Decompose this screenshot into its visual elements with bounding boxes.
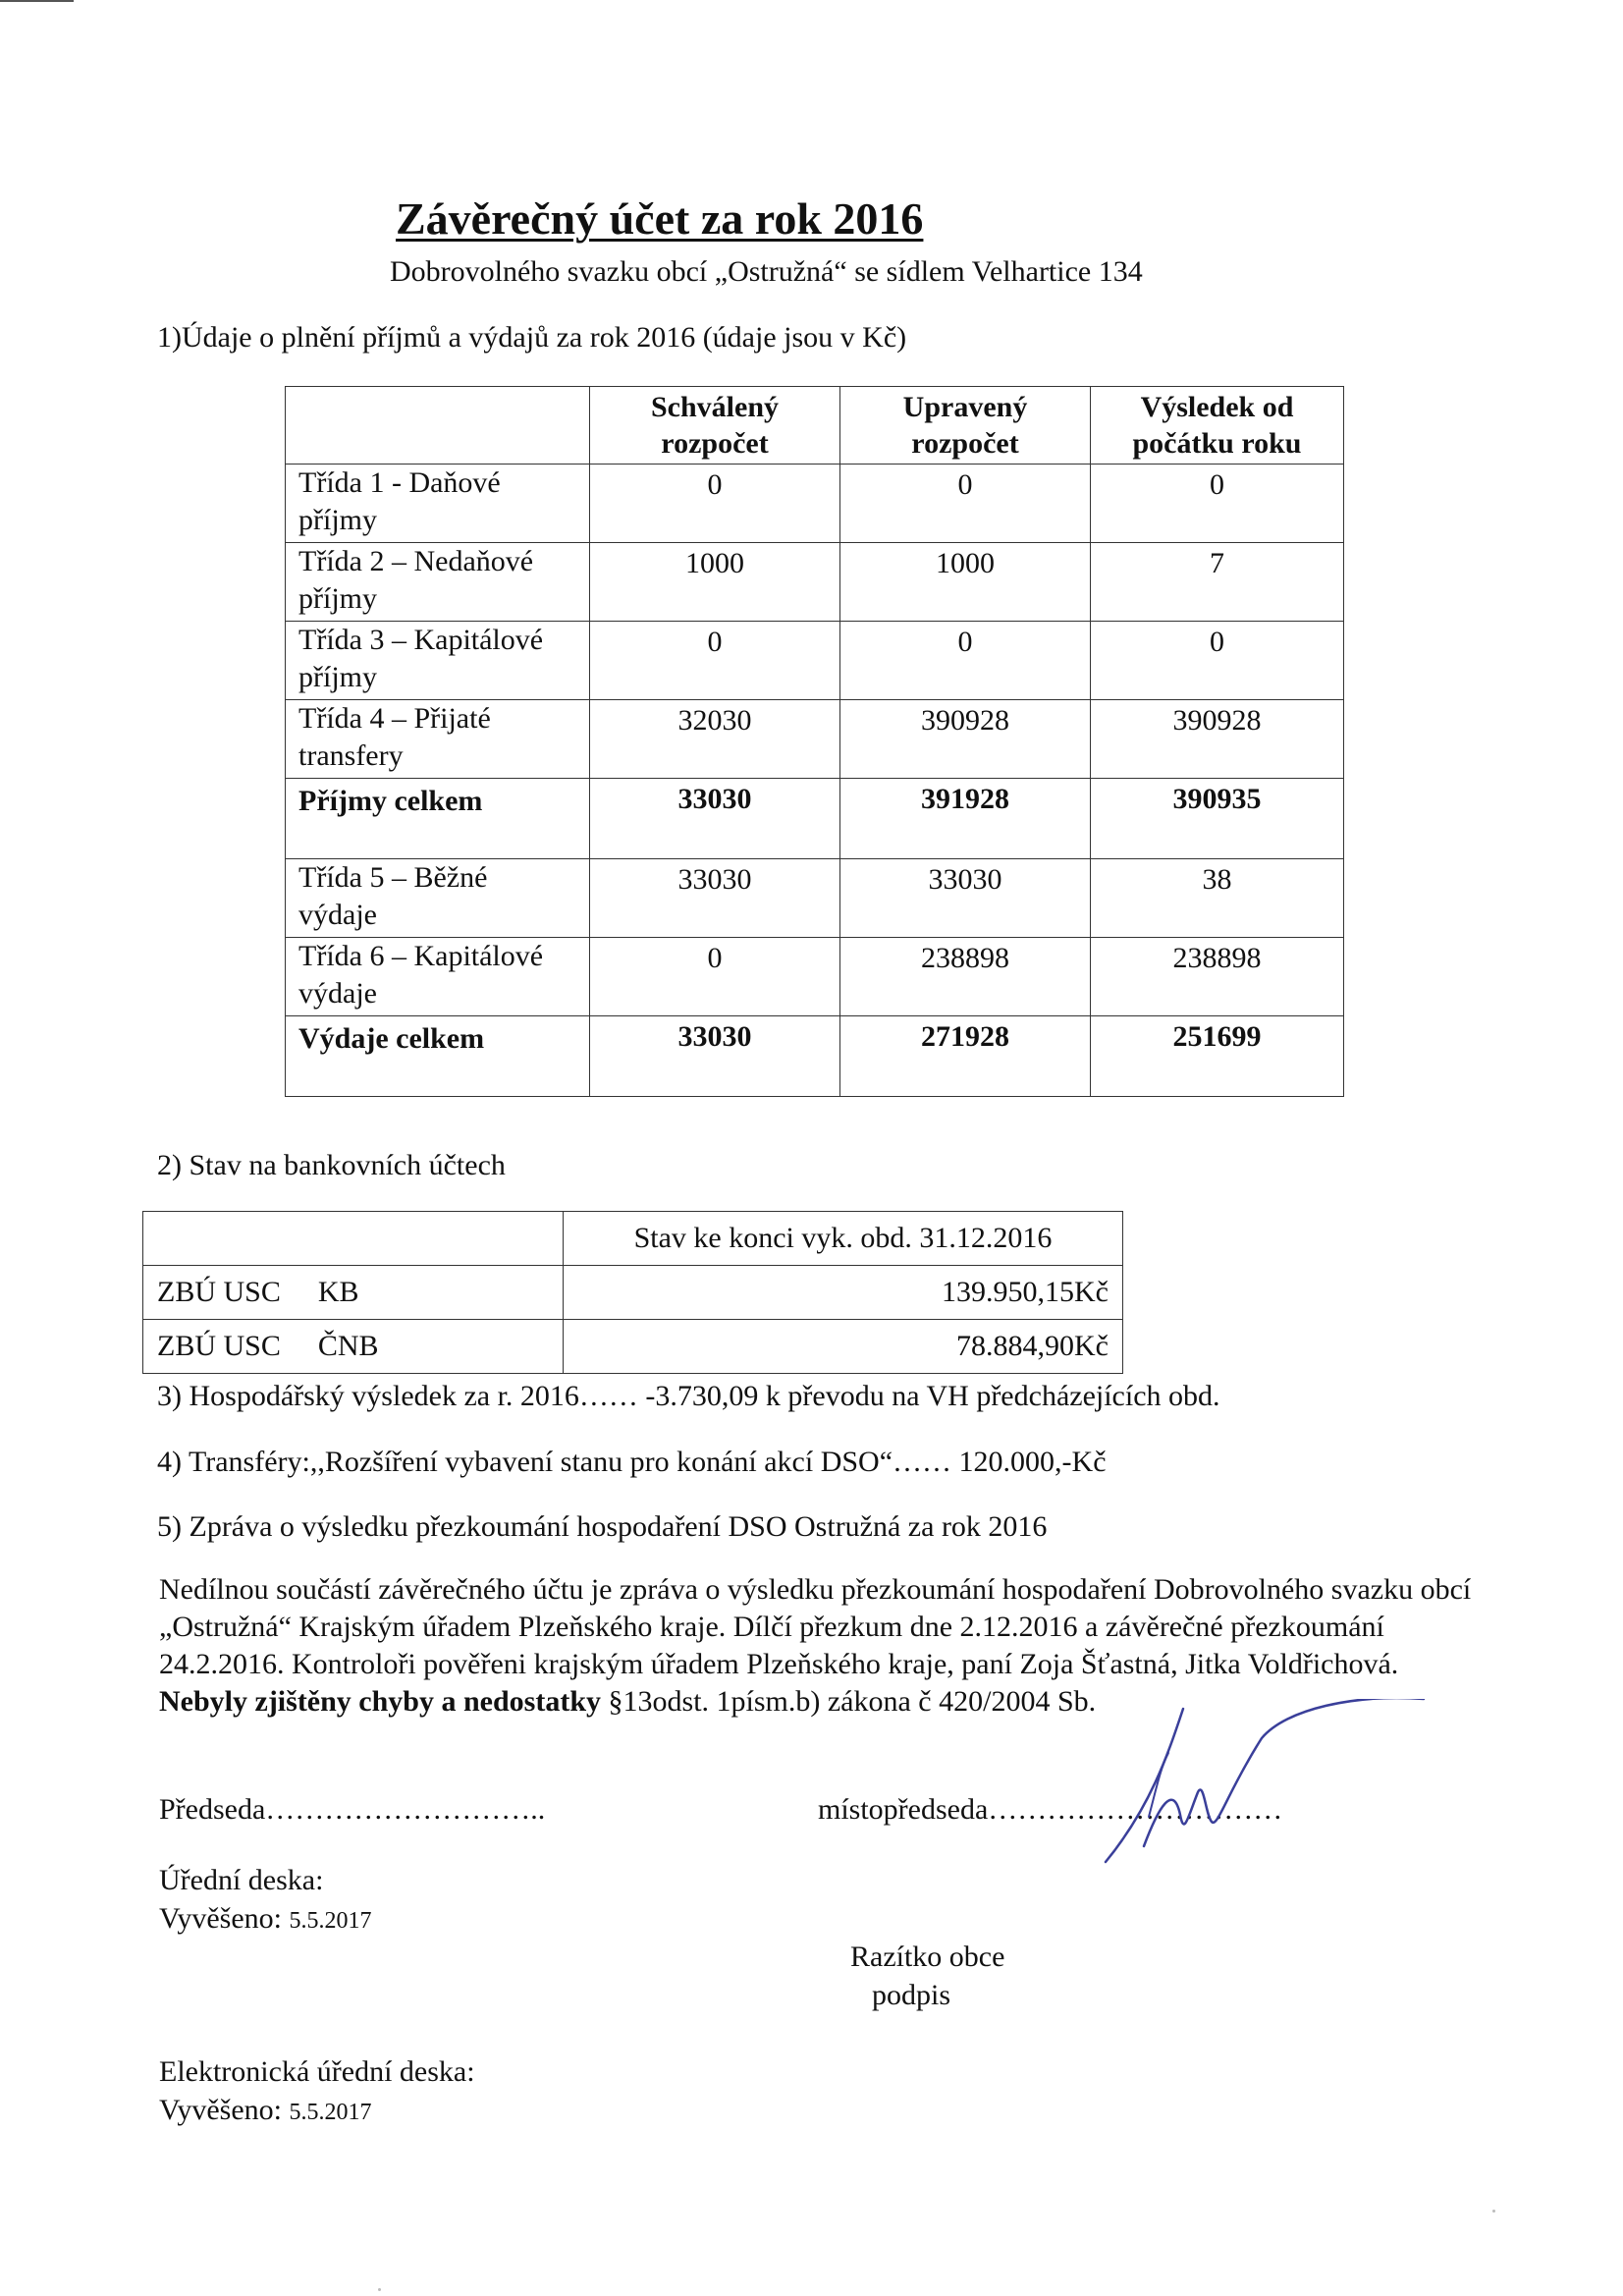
row-label-line2: příjmy: [298, 504, 377, 536]
header-adjusted: [840, 387, 1091, 465]
cell-approved: 33030: [590, 859, 840, 938]
cell-approved: 0: [590, 622, 840, 700]
bank-header-row: [143, 1212, 1123, 1266]
row-label-line2: výdaje: [298, 977, 377, 1010]
posted-label: Vyvěšeno:: [159, 1902, 282, 1935]
header-result-line2: počátku roku: [1132, 427, 1302, 460]
cell-approved: 33030: [590, 1016, 840, 1097]
row-label: Příjmy celkem: [286, 779, 590, 859]
cell-adjusted: 271928: [840, 1016, 1091, 1097]
table-row: [286, 700, 1344, 779]
cell-approved: 0: [590, 465, 840, 543]
cell-approved: 0: [590, 938, 840, 1016]
cell-result: 0: [1091, 465, 1344, 543]
header-result: [1091, 387, 1344, 465]
row-label-line2: transfery: [298, 739, 404, 772]
table-row: [286, 859, 1344, 938]
header-approved-line1: Schválený: [650, 391, 780, 423]
section-3-text: 3) Hospodářský výsledek za r. 2016…… -3.730,09 k převodu na VH předcházejících obd.: [157, 1380, 1220, 1412]
budget-header-row: [286, 387, 1344, 465]
row-label: [286, 938, 590, 1016]
table-row: [143, 1266, 1123, 1320]
e-posted-label: Vyvěšeno:: [159, 2094, 282, 2126]
row-label: [286, 700, 590, 779]
cell-result: 238898: [1091, 938, 1344, 1016]
chair-signature-line: Předseda………………………..: [159, 1793, 546, 1826]
table-row: [286, 938, 1344, 1016]
expense-total-row: [286, 1016, 1344, 1097]
amount-cell: 139.950,15Kč: [564, 1266, 1123, 1320]
section-5-text: 5) Zpráva o výsledku přezkoumání hospodaření DSO Ostružná za rok 2016: [157, 1510, 1048, 1543]
cell-adjusted: 0: [840, 465, 1091, 543]
cell-result: 390928: [1091, 700, 1344, 779]
scan-speck: [378, 2288, 381, 2291]
header-adjusted-line1: Upravený: [902, 391, 1028, 423]
header-approved-line2: rozpočet: [661, 427, 769, 460]
row-label: [286, 465, 590, 543]
cell-approved: 1000: [590, 543, 840, 622]
row-label: [286, 622, 590, 700]
section-2-heading: 2) Stav na bankovních účtech: [157, 1149, 506, 1181]
row-label-line1: Třída 4 – Přijaté: [298, 702, 491, 735]
account-cell: [143, 1320, 564, 1374]
row-label-line1: Třída 1 - Daňové: [298, 466, 501, 499]
row-label-line1: Třída 6 – Kapitálové: [298, 940, 544, 972]
cell-approved: 33030: [590, 779, 840, 859]
handwritten-signature: [1090, 1699, 1443, 1866]
electronic-board-label: Elektronická úřední deska:: [159, 2055, 475, 2088]
cell-result: 0: [1091, 622, 1344, 700]
account-cell: [143, 1266, 564, 1320]
table-row: [286, 622, 1344, 700]
account-type: ZBÚ USC: [157, 1276, 281, 1308]
scan-speck: [1492, 2210, 1495, 2213]
table-row: [286, 543, 1344, 622]
cell-approved: 32030: [590, 700, 840, 779]
cell-result: 390935: [1091, 779, 1344, 859]
cell-adjusted: 238898: [840, 938, 1091, 1016]
cell-adjusted: 33030: [840, 859, 1091, 938]
row-label-line2: výdaje: [298, 899, 377, 931]
bank-code: ČNB: [317, 1330, 379, 1362]
budget-header-blank: [286, 387, 590, 465]
amount-cell: 78.884,90Kč: [564, 1320, 1123, 1374]
cell-result: 7: [1091, 543, 1344, 622]
vice-chair-signature-line: místopředseda…………………………: [818, 1793, 1283, 1826]
cell-adjusted: 0: [840, 622, 1091, 700]
e-posted-line: [159, 2094, 371, 2127]
row-label-line2: příjmy: [298, 582, 377, 615]
posted-date: 5.5.2017: [289, 1908, 372, 1934]
cell-adjusted: 391928: [840, 779, 1091, 859]
bank-table: [142, 1211, 1123, 1374]
cell-result: 38: [1091, 859, 1344, 938]
scan-edge-line: [0, 0, 74, 2]
table-row: [286, 465, 1344, 543]
row-label: Výdaje celkem: [286, 1016, 590, 1097]
income-total-row: [286, 779, 1344, 859]
row-label-line1: Třída 3 – Kapitálové: [298, 624, 544, 656]
account-type: ZBÚ USC: [157, 1330, 281, 1362]
cell-adjusted: 1000: [840, 543, 1091, 622]
row-label: [286, 859, 590, 938]
row-label-line2: příjmy: [298, 661, 377, 693]
header-adjusted-line2: rozpočet: [911, 427, 1019, 460]
budget-table: [285, 386, 1344, 1097]
bank-column-header: Stav ke konci vyk. obd. 31.12.2016: [564, 1212, 1123, 1266]
document-title: Závěrečný účet za rok 2016: [396, 193, 924, 244]
section-1-heading: 1)Údaje o plnění příjmů a výdajů za rok 2016 (údaje jsou v Kč): [157, 321, 907, 354]
header-result-line1: Výsledek od: [1140, 391, 1294, 423]
bank-header-blank: [143, 1212, 564, 1266]
row-label-line1: Třída 5 – Běžné: [298, 861, 488, 894]
header-approved: [590, 387, 840, 465]
paragraph-text-1: Nedílnou součástí závěrečného účtu je zpráva o výsledku přezkoumání hospodaření Dobrovolného svazku obcí „Ostružná“ Krajským úřadem Plzeňského kraje. Dílčí přezkum dne 2.12.2016 a závěrečné přezkoumání 24.2.2016. Kontroloři pověřeni krajským úřadem Plzeňského kraje, paní Zoja Šťastná, Jitka Voldřichová.: [159, 1573, 1472, 1680]
cell-result: 251699: [1091, 1016, 1344, 1097]
posted-line: [159, 1902, 371, 1936]
stamp-label: Razítko obce: [850, 1941, 1005, 1973]
table-row: [143, 1320, 1123, 1374]
bank-code: KB: [317, 1276, 359, 1308]
row-label-line1: Třída 2 – Nedaňové: [298, 545, 534, 577]
section-4-text: 4) Transféry:,,Rozšíření vybavení stanu pro konání akcí DSO“…… 120.000,-Kč: [157, 1446, 1107, 1478]
e-posted-date: 5.5.2017: [289, 2100, 372, 2125]
official-board-label: Úřední deska:: [159, 1864, 324, 1896]
paragraph-bold: Nebyly zjištěny chyby a nedostatky: [159, 1685, 602, 1718]
cell-adjusted: 390928: [840, 700, 1091, 779]
signature-label: podpis: [872, 1979, 951, 2011]
document-subtitle: Dobrovolného svazku obcí „Ostružná“ se sídlem Velhartice 134: [390, 255, 1143, 288]
row-label: [286, 543, 590, 622]
paragraph-text-2: §13odst. 1písm.b) zákona č 420/2004 Sb.: [601, 1685, 1097, 1718]
